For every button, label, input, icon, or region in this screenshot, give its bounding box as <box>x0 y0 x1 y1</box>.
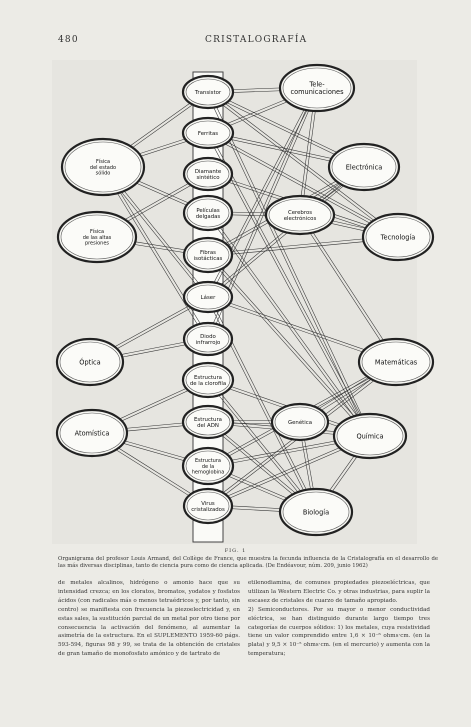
node-label-cerebros: electrónicos <box>283 215 317 222</box>
node-hemoglobina <box>183 448 233 484</box>
node-label-adn: Estructura <box>194 416 222 423</box>
node-label-fisica_solido: sólido <box>95 170 111 177</box>
node-label-diodo: Diodo <box>200 333 216 340</box>
node-genetica <box>272 404 328 440</box>
body-text-left: de metales alcalinos, hidrógeno o amonio hace que su intensidad crezca; en los cloratos, bromatos, yodatos y fosfatos ácidos (con radicales más o menos tetraédricos y, por tanto, sin centro) se manifiesta con frecuencia la piezoelectricidad y, en estas sales, la sustitución parcial de un metal por otro tiene por consecuencia la activación del fenómeno, al aumentar la asimetría de la estructura. En el SUPLEMENTO 1959-60 págs. 593-594, figuras 98 y 99, se trata de la obtención de cristales de gran tamaño de monofosfato amónico y de tartrato de <box>58 580 240 658</box>
node-label-fisica_altas: Física <box>89 229 105 235</box>
node-label-diamante: sintético <box>196 174 220 181</box>
node-telecom <box>280 65 354 111</box>
node-label-virus: Virus <box>201 500 215 507</box>
node-electronica <box>329 144 399 190</box>
node-label-quimica: Química <box>356 432 384 441</box>
node-fisica_solido <box>62 139 144 195</box>
node-peliculas <box>184 196 232 230</box>
node-label-hemoglobina: hemoglobina <box>191 469 225 476</box>
node-label-fisica_altas: presiones <box>84 240 110 247</box>
node-label-clorofila: Estructura <box>194 374 222 381</box>
node-label-peliculas: delgadas <box>195 213 221 220</box>
node-optica <box>57 339 123 385</box>
node-biologia <box>280 489 352 535</box>
node-virus <box>184 489 232 523</box>
node-adn <box>183 406 233 438</box>
node-cerebros <box>266 196 334 234</box>
node-label-biologia: Biología <box>302 508 330 517</box>
node-label-electronica: Electrónica <box>345 163 383 172</box>
node-label-ferritas: Ferritas <box>197 130 219 137</box>
figure-background <box>52 60 417 544</box>
node-fisica_altas <box>58 212 136 262</box>
running-title: CRISTALOGRAFÍA <box>205 35 308 45</box>
node-label-fisica_solido: del estado <box>89 164 117 171</box>
node-diamante <box>184 158 232 190</box>
node-label-fisica_altas: de las altas <box>82 234 112 241</box>
figure-caption: Organigrama del profesor Louis Armand, del Collège de France, que muestra la fecunda influencia de la Cristalografía en el desarrollo de las más diversas disciplinas, tanto de ciencia pura como de ciencia aplicada. (De Endéavour, núm. 209, junio 1962) <box>58 556 438 570</box>
node-label-fibras: isotácticas <box>193 255 223 262</box>
node-laser <box>184 282 232 312</box>
body-column-left <box>58 579 240 659</box>
node-label-adn: del ADN <box>197 422 219 429</box>
node-label-fibras: Fibras <box>200 249 216 256</box>
node-label-peliculas: Películas <box>196 207 220 214</box>
node-label-optica: Óptica <box>79 358 101 367</box>
figure-label: FIG. 1 <box>224 548 247 554</box>
page-number: 480 <box>58 35 79 45</box>
node-ferritas <box>183 118 233 148</box>
body-column-right <box>248 579 430 659</box>
node-label-clorofila: de la clorofila <box>189 380 227 387</box>
node-label-diamante: Diamante <box>194 168 222 175</box>
node-quimica <box>334 414 406 458</box>
node-label-cerebros: Cerebros <box>287 209 313 216</box>
node-label-genetica: Genética <box>287 419 313 426</box>
node-fibras <box>184 238 232 272</box>
node-atomistica <box>57 410 127 456</box>
body-text-right: etilenodiamina, de comunes propiedades piezoeléctricas, que utilizan la Western Electric Co. y otras industrias, para suplir la escasez de cristales de cuarzo de tamaño apropiado. 2) Semiconductores. Por su mayor o menor conductividad eléctrica, se han distinguido durante largo tiempo tres categorías de cuerpos sólidos: 1) los metales, cuya resistividad tiene un valor comprendido entre 1,6 × 10⁻⁶ ohms·cm. (en la plata) y 9,5 × 10⁻⁵ ohms·cm. (en el mercurio) y aumenta con la temperatura; <box>248 580 430 658</box>
node-transistor <box>183 76 233 108</box>
node-label-diodo: infrarrojo <box>195 339 221 346</box>
node-label-telecom: Tele- <box>309 80 325 89</box>
node-matematicas <box>359 339 433 385</box>
node-label-virus: cristalizados <box>191 506 225 513</box>
node-label-transistor: Transistor <box>194 89 222 96</box>
node-label-hemoglobina: de la <box>201 463 215 470</box>
node-tecnologia <box>363 214 433 260</box>
node-label-tecnologia: Tecnología <box>380 233 416 242</box>
node-clorofila <box>183 363 233 397</box>
node-label-telecom: comunicaciones <box>290 88 344 97</box>
node-label-hemoglobina: Estructura <box>195 458 221 464</box>
node-diodo <box>184 323 232 355</box>
node-label-fisica_solido: Física <box>95 159 111 165</box>
node-label-matematicas: Matemáticas <box>374 358 418 367</box>
node-label-atomistica: Atomística <box>74 429 110 438</box>
node-label-laser: Láser <box>200 294 216 301</box>
